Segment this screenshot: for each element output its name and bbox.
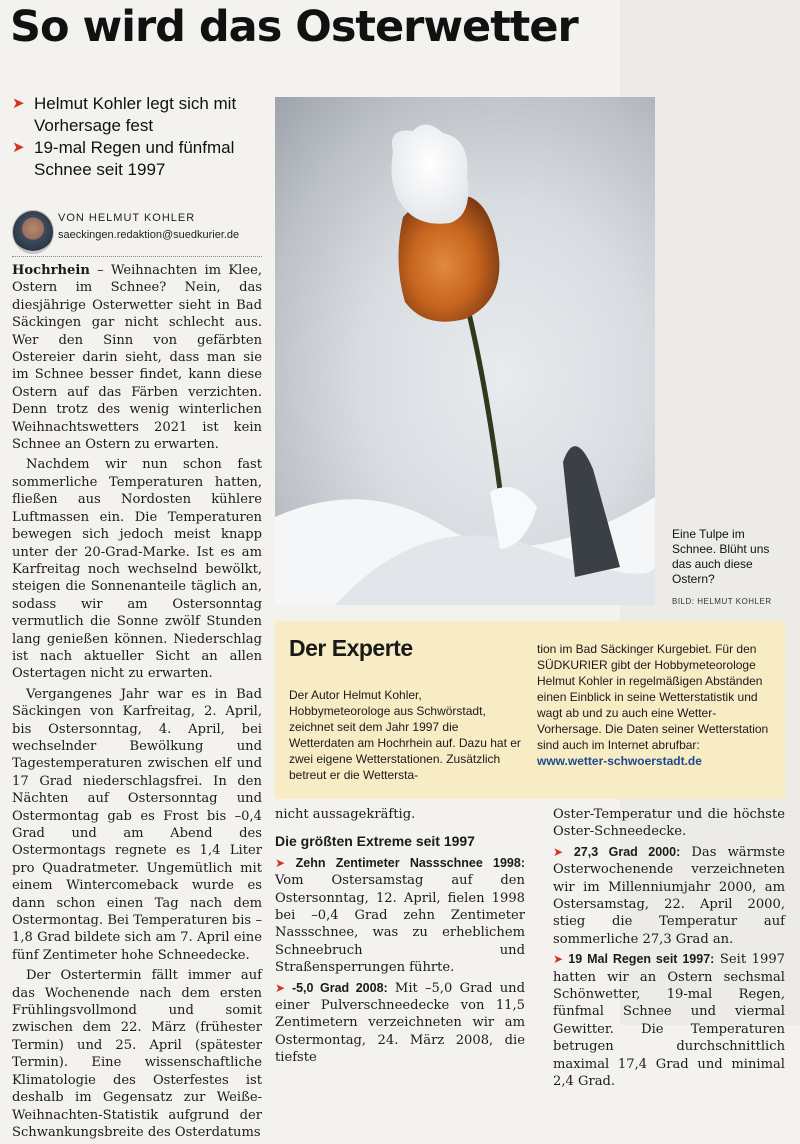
extreme-entry: ➤ -5,0 Grad 2008: Mit –5,0 Grad und einer Pulverschneedecke von 11,5 Zentimetern verzeichneten wir am Ostermontag, 24. März 2008, die tiefste: [275, 980, 525, 1066]
extreme-entry: ➤ Zehn Zentimeter Nassschnee 1998: Vom Ostersamstag auf den Ostersonntag, 12. April, fielen 1998 bei –0,4 Grad zehn Zentimeter Nassschnee, was zu erheblichem Schneebruch und Straßensperrungen führte.: [275, 855, 525, 976]
author-name: VON HELMUT KOHLER: [58, 212, 196, 224]
page-title: So wird das Osterwetter: [10, 2, 578, 52]
photo-credit: BILD: HELMUT KOHLER: [672, 597, 772, 606]
tulip-illustration: [275, 97, 655, 605]
arrow-right-icon: ➤: [12, 95, 25, 112]
author-email[interactable]: saeckingen.redaktion@suedkurier.de: [58, 229, 240, 241]
article-paragraph: Der Ostertermin fällt immer auf das Wochenende nach dem ersten Frühlingsvollmond und somit zwischen dem 22. März (frühester Termin) und 25. April (spätester Termin). Eine wissenschaftliche Klimatologie des Osterfestes ist deshalb im Gegensatz zur Weiße-Weihnachten-Statistik aufgrund der Schwankungsbreite des Osterdatums: [12, 968, 262, 1140]
arrow-right-icon: ➤: [553, 952, 569, 967]
bullet-item: [12, 137, 267, 181]
photo-caption: Eine Tulpe im Schnee. Blüht uns das auch diese Ostern?: [672, 527, 770, 586]
arrow-right-icon: ➤: [275, 980, 292, 995]
article-paragraph: Hochrhein – Weihnachten im Klee, Ostern im Schnee? Nein, das diesjährige Osterwetter sieht in Bad Säckingen gar nicht schlecht aus. Wer den Sinn von gefärbten Ostereier darin sieht, dass man sie im Schnee besser findet, kann diese Ostern auf das Färben verzichten. Denn trotz des wenig winterlichen Weihnachtswetters 2021 ist kein Schnee an Ostern zu erwarten.: [12, 263, 262, 453]
dateline: Hochrhein: [12, 263, 90, 278]
expert-website-link[interactable]: www.wetter-schwoerstadt.de: [537, 754, 702, 768]
extreme-entry-continued: Oster-Temperatur und die höchste Oster-Schneedecke.: [553, 807, 785, 840]
article-column-middle: [275, 806, 525, 1070]
avatar: [12, 210, 54, 254]
expert-box-title: Der Experte: [289, 635, 413, 661]
article-paragraph: Nachdem wir nun schon fast sommerliche Temperaturen hatten, fließen aus Nordosten kühlere Luftmassen ein. Die Temperaturen bewegen sich jedoch meist knapp unter der 20-Grad-Marke. Ist es am Karfreitag noch wechselnd bewölkt, steigen die Sonnenanteile täglich an, sodass wir am Ostersonntag vermutlich die Sonne zwölf Stunden lang genießen können. Niederschlag ist nach aktueller Sicht an allen Ostertagen nicht zu erwarten.: [12, 457, 262, 682]
article-column-right: [553, 806, 785, 1094]
expert-text-left: Der Autor Helmut Kohler, Hobbymeteorologe aus Schwörstadt, zeichnet seit dem Jahr 1997 die Wetterdaten am Hochrhein auf. Dazu hat er zwei eigene Wetterstationen. Zusätzlich betreut er die Wettersta-: [289, 688, 521, 782]
bullet-text: Helmut Kohler legt sich mit Vorhersage fest: [34, 94, 237, 135]
expert-infobox: [275, 621, 785, 799]
arrow-right-icon: ➤: [275, 855, 296, 870]
subheadline-bullets: [12, 93, 267, 181]
arrow-right-icon: ➤: [12, 139, 25, 156]
article-column-left: [12, 262, 262, 1144]
author-byline: [12, 208, 262, 257]
article-paragraph: Vergangenes Jahr war es in Bad Säckingen von Karfreitag, 2. April, bis Ostersonntag, 4. April, bei wechselnder Bewölkung und Tagestemperaturen zwischen elf und 17 Grad niederschlagsfrei. In den Nächten auf Ostersonntag und Ostermontag gab es Frost bis –0,4 Grad und am Abend des Ostermontags regnete es 1,4 Liter pro Quadratmeter. Ungemütlich mit einem Wintercomeback wurde es dann schon einen Tag nach dem Ostermontag. Bei Temperaturen bis –1,8 Grad bildete sich am 7. April eine fünf Zentimeter hohe Schneedecke.: [12, 686, 262, 963]
expert-text-right: tion im Bad Säckinger Kurgebiet. Für den SÜDKURIER gibt der Hobbymeteorologe Helmut Kohler in regelmäßigen Abständen einen Einblick in seine Wetterstatistik und wagt ab und zu auch eine Wetter-Vorhersage. Die Daten seiner Wetterstation sind auch im Internet abrufbar: www.wetter-schwoerstadt.de: [537, 642, 769, 768]
arrow-right-icon: ➤: [553, 844, 574, 859]
bullet-item: [12, 93, 267, 137]
bullet-text: 19-mal Regen und fünfmal Schnee seit 1997: [34, 138, 235, 179]
tulip-photo: [275, 97, 655, 605]
article-paragraph: nicht aussagekräftig.: [275, 807, 416, 822]
extreme-entry: ➤ 19 Mal Regen seit 1997: Seit 1997 hatten wir an Ostern sechsmal Schönwetter, 19-mal Regen, fünfmal Schnee und viermal Gewitter. Die Temperaturen betrugen durchschnittlich maximal 17,4 Grad und minimal 2,4 Grad.: [553, 952, 785, 1090]
extremes-heading: Die größten Extreme seit 1997: [275, 833, 475, 850]
extreme-entry: ➤ 27,3 Grad 2000: Das wärmste Osterwochenende verzeichneten wir im Millenniumjahr 2000, am Ostersamstag, 22. April 2000, stieg die Temperatur auf sommerliche 27,3 Grad an.: [553, 844, 785, 947]
